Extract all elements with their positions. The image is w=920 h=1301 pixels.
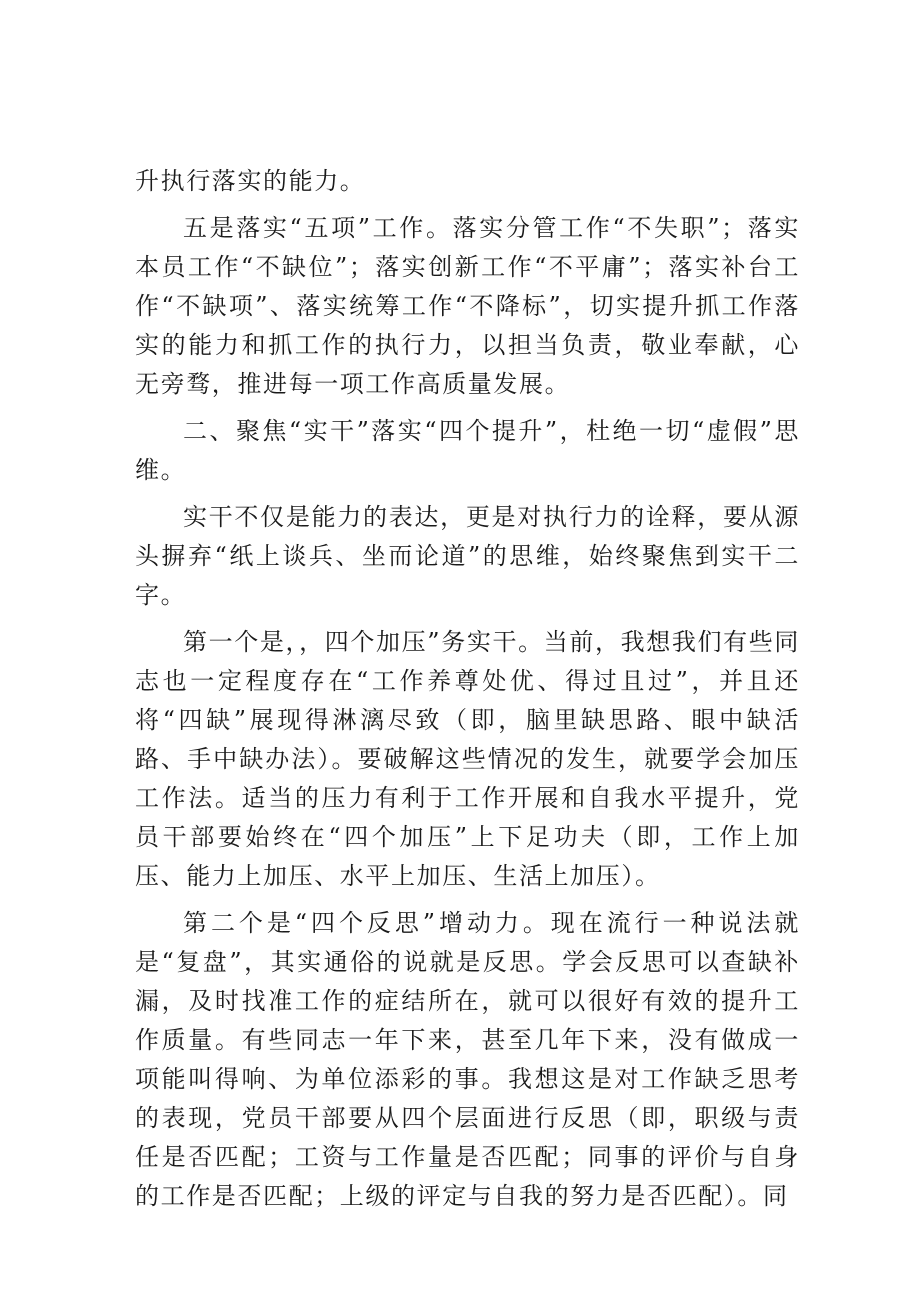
paragraph-four-reflections: 第二个是“四个反思”增动力。现在流行一种说法就是“复盘”，其实通俗的说就是反思。学会反思可以查缺补漏，及时找准工作的症结所在，就可以很好有效的提升工作质量。有些同志一年下来，甚至几年下来，没有做成一项能叫得响、为单位添彩的事。我想这是对工作缺乏思考的表现，党员干部要从四个层面进行反思（即，职级与责任是否匹配；工资与工作量是否匹配；同事的评价与自身的工作是否匹配；上级的评定与自我的努力是否匹配）。同: [135, 909, 800, 1210]
paragraph-five-items: 五是落实“五项”工作。落实分管工作“不失职”；落实本员工作“不缺位”；落实创新工作“不平庸”；落实补台工作“不缺项”、落实统筹工作“不降标”，切实提升抓工作落实的能力和抓工作的执行力，以担当负责，敬业奉献，心无旁骛，推进每一项工作高质量发展。: [135, 214, 800, 398]
paragraph-continuation: 升执行落实的能力。: [135, 167, 366, 195]
document-page: [135, 162, 800, 1224]
paragraph-practical-work: 实干不仅是能力的表达，更是对执行力的诠释，要从源头摒弃“纸上谈兵、坐而论道”的思维，始终聚焦到实干二字。: [135, 503, 800, 609]
section-heading-two: 二、聚焦“实干”落实“四个提升”，杜绝一切“虚假”思维。: [135, 417, 800, 484]
paragraph-four-pressures: 第一个是，，四个加压”务实干。当前，我想我们有些同志也一定程度存在“工作养尊处优、得过且过”，并且还将“四缺”展现得淋漓尽致（即，脑里缺思路、眼中缺活路、手中缺办法）。要破解这些情况的发生，就要学会加压工作法。适当的压力有利于工作开展和自我水平提升，党员干部要始终在“四个加压”上下足功夫（即，工作上加压、能力上加压、水平上加压、生活上加压）。: [135, 628, 800, 890]
